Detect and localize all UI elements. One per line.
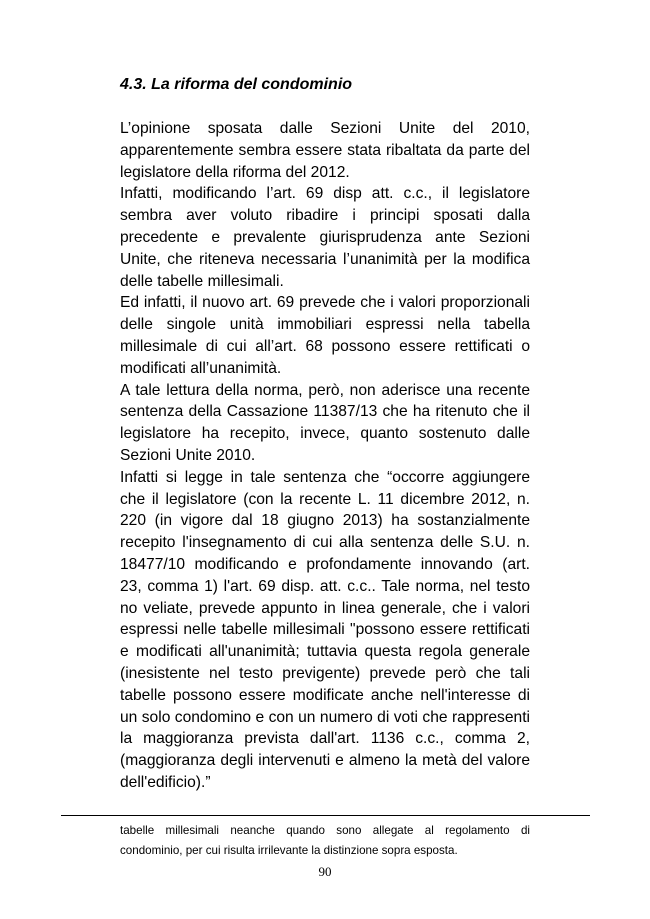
page-number: 90 (318, 864, 332, 879)
paragraph-1: L’opinione sposata dalle Sezioni Unite del 2010, apparentemente sembra essere stata ribaltata da parte del legislatore della riforma del 2012. (120, 120, 530, 181)
footnote-text: tabelle millesimali neanche quando sono allegate al regolamento di condominio, per cui risulta irrilevante la distinzione sopra esposta. (120, 824, 530, 857)
paragraph-2: Infatti, modificando l’art. 69 disp att. c.c., il legislatore sembra aver voluto ribadire i principi sposati dalla precedente e prevalente giurisprudenza ante Sezioni Unite, che riteneva necessaria l’unanimità per la modifica delle tabelle millesimali. (120, 185, 530, 290)
paragraph-3: Ed infatti, il nuovo art. 69 prevede che i valori proporzionali delle singole unità immobiliari espressi nella tabella millesimale di cui all’art. 68 possono essere rettificati o modificati all’unanimità. (120, 294, 530, 377)
section-body (120, 118, 530, 794)
section-heading: 4.3. La riforma del condominio (120, 76, 353, 93)
paragraph-5: Infatti si legge in tale sentenza che “occorre aggiungere che il legislatore (con la recente L. 11 dicembre 2012, n. 220 (in vigore dal 18 giugno 2013) ha sostanzialmente recepito l'insegnamento di cui alla sentenza delle S.U. n. 18477/10 modificando e profondamente innovando (art. 23, comma 1) l'art. 69 disp. att. c.c.. Tale norma, nel testo no veliate, prevede appunto in linea generale, che i valori espressi nelle tabelle millesimali "possono essere rettificati e modificati all'unanimità; tuttavia questa regola generale (inesistente nel testo previgente) prevede però che tali tabelle possono essere modificate anche nell'interesse di un solo condomino e con un numero di voti che rappresenti la maggioranza prevista dall'art. 1136 c.c., comma 2, (maggioranza degli intervenuti e almeno la metà del valore dell'edificio).” (120, 468, 530, 791)
paragraph-4: A tale lettura della norma, però, non aderisce una recente sentenza della Cassazione 11387/13 che ha ritenuto che il legislatore ha recepito, invece, quanto sostenuto dalle Sezioni Unite 2010. (120, 381, 530, 464)
footnote-divider (61, 815, 590, 816)
